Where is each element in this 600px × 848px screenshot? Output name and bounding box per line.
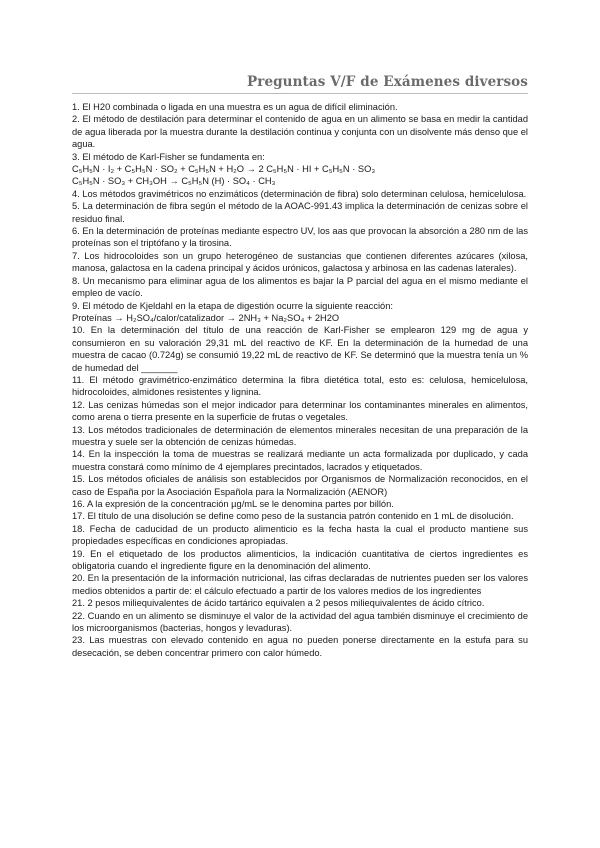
question-3: 3. El método de Karl-Fisher se fundamenta en:	[72, 151, 265, 162]
question-1: 1. El H20 combinada o ligada en una muestra es un agua de difícil eliminación.	[72, 102, 398, 112]
question-17: 17. El título de una disolución se define como peso de la sustancia patrón contenido en 1 mL de disolución.	[72, 511, 514, 522]
question-10: 10. En la determinación del título de una reacción de Karl-Fisher se emplearon 129 mg de agua y consumieron en su valoración 29,31 mL del reactivo de KF. En la determinación de la humedad de una muestra de cacao (0.724g) se consumió 19,22 mL de reactivo de KF. Se determinó que la muestra tenía un % de humedad del _______	[72, 325, 528, 373]
question-18: 18. Fecha de caducidad de un producto alimenticio es la fecha hasta la cual el producto mantiene sus propiedades específicas en condiciones apropiadas.	[72, 523, 528, 547]
question-9-formula: Proteínas → H₂SO₄/calor/catalizador → 2NH₃ + Na₂SO₄ + 2H2O	[72, 312, 340, 323]
question-14: 14. En la inspección la toma de muestras se realizará mediante un acta formalizada por duplicado, y cada muestra constará como mínimo de 4 ejemplares precintados, lacrados y etiquetados.	[72, 449, 528, 472]
question-20: 20. En la presentación de la información nutricional, las cifras declaradas de nutrientes pueden ser los valores medios obtenidos a partir de: el cálculo efectuado a partir de los valores medios de los ingredientes	[72, 573, 528, 596]
question-16: 16. A la expresión de la concentración µg/mL se le denomina partes por billón.	[72, 499, 394, 509]
question-12: 12. Las cenizas húmedas son el mejor indicador para determinar los contaminantes minerales en alimentos, como arena o tierra presente en la superficie de frutas o vegetales.	[72, 399, 528, 423]
question-3-formula-line-2: C₅H₅N · SO₃ + CH₃OH → C₅H₅N (H) · SO₄ · CH₃	[72, 176, 276, 187]
question-22: 22. Cuando en un alimento se disminuye el valor de la actividad del agua también disminuye el crecimiento de los microorganismos (bacterias, hongos y levaduras).	[72, 610, 528, 634]
question-3-formula-line-1: C₅H₅N · I₂ + C₅H₅N · SO₂ + C₅H₅N + H₂O → 2 C₅H₅N · HI + C₅H₅N · SO₃	[72, 164, 376, 175]
question-15: 15. Los métodos oficiales de análisis son establecidos por Organismos de Normalización reconocidos, en el caso de España por la Asociación Española para la Normalización (AENOR)	[72, 474, 528, 497]
question-21: 21. 2 pesos miliequivalentes de ácido tartárico equivalen a 2 pesos miliequivalentes de ácido cítrico.	[72, 598, 485, 609]
question-7: 7. Los hidrocoloides son un grupo heterogéneo de sustancias que contienen diferentes azúcares (xilosa, manosa, galactosa en la cadena principal y ácidos urónicos, galactosa y arbinosa en las cadenas laterales).	[72, 250, 528, 274]
title-divider	[72, 93, 528, 94]
question-13: 13. Los métodos tradicionales de determinación de elementos minerales necesitan de una preparación de la muestra y suele ser la obtención de cenizas húmedas.	[72, 424, 528, 447]
question-list	[72, 101, 528, 659]
question-19: 19. En el etiquetado de los productos alimenticios, la indicación cuantitativa de ciertos ingredientes es obligatoria cuando el ingrediente figure en la denominación del alimento.	[72, 548, 528, 572]
question-2: 2. El método de destilación para determinar el contenido de agua en un alimento se basa en medir la cantidad de agua liberada por la muestra durante la destilación continua y conjunta con un disolvente más denso que el agua.	[72, 114, 528, 150]
question-23: 23. Las muestras con elevado contenido en agua no pueden ponerse directamente en la estufa para su desecación, se deben concentrar primero con calor húmedo.	[72, 635, 528, 658]
page-title: Preguntas V/F de Exámenes diversos	[246, 74, 528, 90]
question-9: 9. El método de Kjeldahl en la etapa de digestión ocurre la siguiente reacción:	[72, 300, 393, 311]
question-6: 6. En la determinación de proteínas mediante espectro UV, los aas que provocan la absorción a 280 nm de las proteínas son el triptófano y la tirosina.	[72, 226, 528, 249]
question-8: 8. Un mecanismo para eliminar agua de los alimentos es bajar la P parcial del agua en el mismo mediante el empleo de vacío.	[72, 275, 528, 299]
question-5: 5. La determinación de fibra según el método de la AOAC-991.43 implica la determinación de cenizas sobre el residuo final.	[72, 201, 528, 224]
question-4: 4. Los métodos gravimétricos no enzimáticos (determinación de fibra) solo determinan celulosa, hemicelulosa.	[72, 188, 527, 199]
question-11: 11. El método gravimétrico-enzimático determina la fibra dietética total, esto es: celulosa, hemicelulosa, hidrocoloides, almidones resistentes y lignina.	[72, 374, 528, 398]
